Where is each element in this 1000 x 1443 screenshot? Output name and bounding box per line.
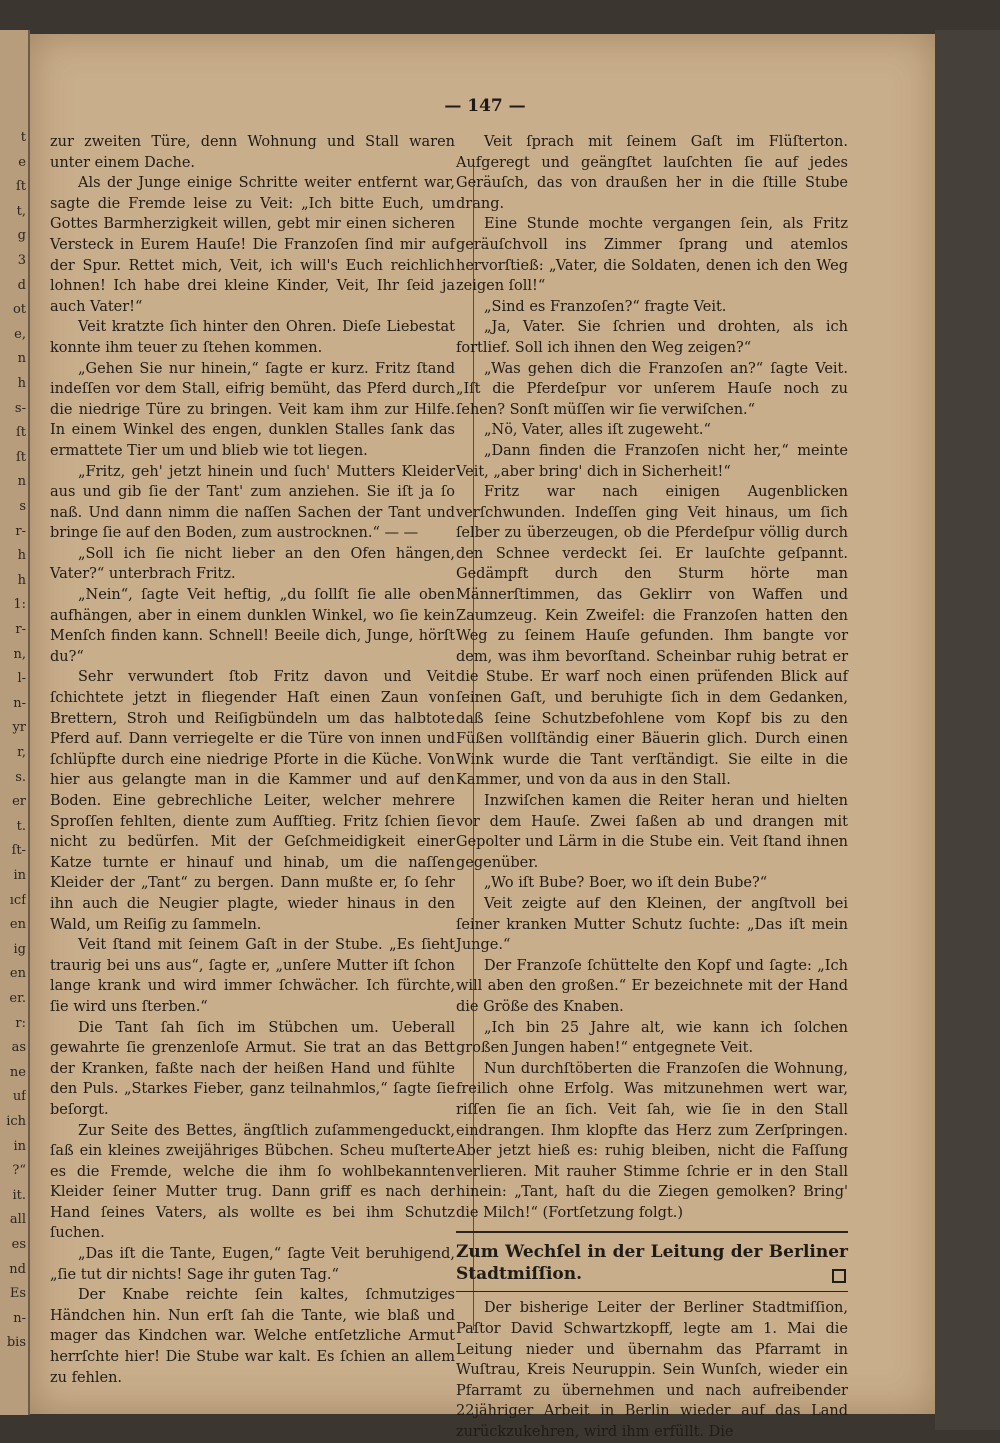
paragraph: „Dann finden die Franzoſen nicht her,“ meinte Veit, „aber bring' dich in Sicherheit!“ [456,442,848,480]
paragraph: „Das iſt die Tante, Eugen,“ ſagte Veit beruhigend, „ſie tut dir nichts! Sage ihr guten Tag.“ [50,1246,455,1283]
previous-page-fragment: in [13,868,26,883]
previous-page-fragment: en [9,966,26,982]
paragraph: „Fritz, geh' jetzt hinein und ſuch' Mutters Kleider aus und gib ſie der Tant' zum anziehen. Sie iſt ja ſo naß. Und dann nimm die naſſen Sachen der Tant und bringe ſie auf den Boden, zum austrocknen.“ — — [50,463,455,542]
previous-page-fragment: er. [9,991,26,1006]
previous-page-fragment: as [11,1040,26,1056]
paragraph: „Soll ich ſie nicht lieber an den Ofen hängen, Vater?“ unterbrach Fritz. [50,545,455,583]
paragraph: „Nö, Vater, alles iſt zugeweht.“ [484,422,711,439]
previous-page-fragment: d [17,277,26,293]
paragraph: Die Tant ſah ſich im Stübchen um. Ueberall gewahrte ſie grenzenloſe Armut. Sie trat an das Bett der Kranken, faßte nach der heißen Hand und fühlte den Puls. „Starkes Fieber, ganz teilnahmlos,“ ſagte ſie beſorgt. [50,1019,455,1118]
previous-page-fragment: e, [14,326,26,342]
book-edge [935,30,1000,1430]
paragraph: „Ich bin 25 Jahre alt, wie kann ich ſolchen großen Jungen haben!“ entgegnete Veit. [456,1019,848,1057]
previous-page-fragment: ſt- [11,843,26,859]
previous-page-fragment: t. [16,818,26,834]
previous-page-fragment: all [9,1212,26,1228]
paragraph: „Sind es Franzoſen?“ fragte Veit. [484,298,727,315]
paragraph: Inzwiſchen kamen die Reiter heran und hielten vor dem Hauſe. Zwei ſaßen ab und drangen mit Gepolter und Lärm in die Stube ein. Veit ſtand ihnen gegenüber. [456,793,848,871]
right-column [456,132,848,1443]
previous-page-fragment: es [11,1237,26,1252]
previous-page-fragment: ſt [15,425,26,441]
previous-page-fragment: ?“ [12,1163,26,1179]
previous-page-fragment: r- [15,523,26,539]
paragraph: Der Franzoſe ſchüttelte den Kopf und ſagte: „Ich will aben den großen.“ Er bezeichnete mit der Hand die Größe des Knaben. [456,957,848,1015]
previous-page-fragment: bis [6,1335,26,1351]
page [30,34,935,1441]
square-ornament-icon [832,1269,846,1283]
previous-page-fragment: uf [12,1089,26,1105]
previous-page-fragment: h [17,572,26,588]
previous-page-fragment: yr [12,720,26,736]
section-body: Der bisherige Leiter der Berliner Stadtmiſſion, Paſtor David Schwartzkopff, legte am 1. Mai die Leitung nieder und übernahm das Pfarramt in Wuſtrau, Kreis Neuruppin. Sein Wunſch, wieder ein Pfarramt zu übernehmen und nach aufreibender 22jähriger Arbeit in Berlin wieder auf das Land zurückzukehren, wird ihm erfüllt. Die [456,1300,848,1441]
previous-page-fragment: n- [13,695,26,711]
paragraph: „Nein“, ſagte Veit heftig, „du ſollſt ſie alle oben aufhängen, aber in einem dunklen Winkel, wo ſie kein Menſch finden kann. Schnell! Beeile dich, Junge, hörſt du?“ [50,587,455,665]
previous-page-fragment: r- [15,622,26,637]
previous-page-edge [0,30,30,1415]
paragraph: Veit kratzte ſich hinter den Ohren. Dieſe Liebestat konnte ihm teuer zu ſtehen kommen. [50,319,455,356]
previous-page-fragment: ſt [15,179,26,195]
paragraph: „Wo iſt Bube? Boer, wo iſt dein Bube?“ [484,875,768,892]
previous-page-fragment: n [17,351,26,367]
left-column [50,132,455,1388]
section-heading-text: Zum Wechſel in der Leitung der Berliner Stadtmiſſion. [456,1242,848,1285]
paragraph: Als der Junge einige Schritte weiter entfernt war, sagte die Fremde leise zu Veit: „Ich bitte Euch, um Gottes Barmherzigkeit willen, gebt mir einen sicheren Versteck in Eurem Hauſe! Die Franzoſen ſind mir auf der Spur. Rettet mich, Veit, ich will's Euch reichlich lohnen! Ich habe drei kleine Kinder, Veit, Ihr ſeid ja auch Vater!“ [50,175,455,315]
paragraph: zur zweiten Türe, denn Wohnung und Stall waren unter einem Dache. [50,134,455,171]
previous-page-fragment: s. [15,769,26,785]
previous-page-fragment: ne [9,1064,26,1080]
paragraph: Veit ſtand mit ſeinem Gaſt in der Stube. „Es ſieht traurig bei uns aus“, ſagte er, „unſere Mutter iſt ſchon lange krank und wird immer ſchwächer. Ich fürchte, ſie wird uns ſterben.“ [50,937,455,1015]
paragraph: Eine Stunde mochte vergangen ſein, als Fritz geräuſchvoll ins Zimmer ſprang und atemlos hervorſtieß: „Vater, die Soldaten, denen ich den Weg zeigen ſoll!“ [456,216,848,295]
paragraph: Veit zeigte auf den Kleinen, der angſtvoll bei ſeiner kranken Mutter Schutz ſuchte: „Das iſt mein Junge.“ [456,895,848,954]
previous-page-fragment: r: [15,1015,26,1031]
previous-page-fragment: Es [9,1286,26,1302]
previous-page-fragment: h [17,376,26,391]
paragraph: Veit ſprach mit ſeinem Gaſt im Flüſterton. Aufgeregt und geängſtet lauſchten ſie auf jedes Geräuſch, das von draußen her in die ſtille Stube drang. [456,134,848,212]
previous-page-fragment: in [13,1138,26,1154]
previous-page-fragment: s [19,499,26,514]
previous-page-fragment: ot [12,302,26,318]
previous-page-fragment: it. [12,1187,26,1203]
previous-page-fragment: n [17,474,26,490]
previous-page-fragment: l- [17,671,26,687]
page-number: — 147 — [444,96,526,116]
previous-page-fragment: h [17,548,26,564]
paragraph: Sehr verwundert ſtob Fritz davon und Veit ſchichtete jetzt in fliegender Haſt einen Zaun von Brettern, Stroh und Reiſigbündeln um das halbtote Pferd auf. Dann verriegelte er die Türe von innen und ſchlüpfte durch eine niedrige Pforte in die Küche. Von hier aus gelangte man in die Kammer und auf den Boden. Eine gebrechliche Leiter, welcher mehrere Sproſſen fehlten, diente zum Aufſtieg. Fritz ſchien ſie nicht zu bedürfen. Mit der Geſchmeidigkeit einer Katze turnte er hinauf und hinab, um die naſſen Kleider der „Tant“ zu bergen. Dann mußte er, ſo ſehr ihn auch die Neugier plagte, wieder hinaus in den Wald, um Reiſig zu ſammeln. [50,669,455,933]
previous-page-fragment: ıcf [9,892,26,908]
previous-page-fragment: n- [13,1310,26,1326]
previous-page-fragment: t, [16,203,26,219]
previous-page-fragment: en [9,917,26,933]
previous-page-fragment: s- [14,400,26,416]
previous-page-fragment: ſt [15,449,26,465]
paragraph: „Was gehen dich die Franzoſen an?“ ſagte Veit. „Iſt die Pferdeſpur vor unſerem Hauſe noch zu ſehen? Sonſt müſſen wir ſie verwiſchen.“ [456,360,848,418]
previous-page-fragment: ich [6,1114,26,1129]
previous-page-fragment: n, [13,646,26,662]
previous-page-fragment: t [20,130,26,145]
previous-page-fragment: er [12,794,26,810]
previous-page-fragment: r, [17,745,26,760]
previous-page-fragment: ig [13,941,26,957]
paragraph: „Ja, Vater. Sie ſchrien und drohten, als ich fortlief. Soll ich ihnen den Weg zeigen?“ [456,319,848,356]
previous-page-fragment: 1: [13,597,26,613]
previous-page-fragment: e [18,154,26,170]
previous-page-fragment: g [17,228,26,244]
section-heading [456,1231,848,1292]
paragraph: Zur Seite des Bettes, ängſtlich zuſammengeduckt, ſaß ein kleines zweijähriges Bübchen. Scheu muſterte es die Fremde, welche die ihm ſo wohlbekannten Kleider ſeiner Mutter trug. Dann griff es nach der Hand ſeines Vaters, als wollte es bei ihm Schutz ſuchen. [50,1122,455,1242]
paragraph: Nun durchſtöberten die Franzoſen die Wohnung, freilich ohne Erfolg. Was mitzunehmen wert war, riſſen ſie an ſich. Veit ſah, wie ſie in den Stall eindrangen. Ihm klopfte das Herz zum Zerſpringen. Aber jetzt hieß es: ruhig bleiben, nicht die Faſſung verlieren. Mit rauher Stimme ſchrie er in den Stall hinein: „Tant, haſt du die Ziegen gemolken? Bring' die Milch!“ (Fortſetzung folgt.) [456,1060,848,1221]
paragraph: „Gehen Sie nur hinein,“ ſagte er kurz. Fritz ſtand indeſſen vor dem Stall, eifrig bemüht, das Pferd durch die niedrige Türe zu bringen. Veit kam ihm zur Hilfe. In einem Winkel des engen, dunklen Stalles ſank das ermattete Tier um und blieb wie tot liegen. [50,360,455,459]
paragraph: Fritz war nach einigen Augenblicken verſchwunden. Indeſſen ging Veit hinaus, um ſich ſelber zu überzeugen, ob die Pferdeſpur völlig durch den Schnee verdeckt ſei. Er lauſchte geſpannt. Gedämpft durch den Sturm hörte man Männerſtimmen, das Geklirr von Waffen und Zaumzeug. Kein Zweifel: die Franzoſen hatten den Weg zu ſeinem Hauſe gefunden. Ihm bangte vor dem, was ihm bevorſtand. Scheinbar ruhig betrat er die Stube. Er warf noch einen prüfenden Blick auf ſeinen Gaſt, und beruhigte ſich in dem Gedanken, daß ſeine Schutzbefohlene vom Kopf bis zu den Füßen vollſtändig einer Bäuerin glich. Durch einen Wink wurde die Tant verſtändigt. Sie eilte in die Kammer, und von da aus in den Stall. [456,484,848,789]
previous-page-fragment: nd [9,1261,26,1277]
paragraph: Der Knabe reichte ſein kaltes, ſchmutziges Händchen hin. Nun erſt ſah die Tante, wie blaß und mager das Kindchen war. Welche entſetzliche Armut herrſchte hier! Die Stube war kalt. Es ſchien an allem zu fehlen. [50,1287,455,1386]
previous-page-fragment: 3 [17,253,26,268]
